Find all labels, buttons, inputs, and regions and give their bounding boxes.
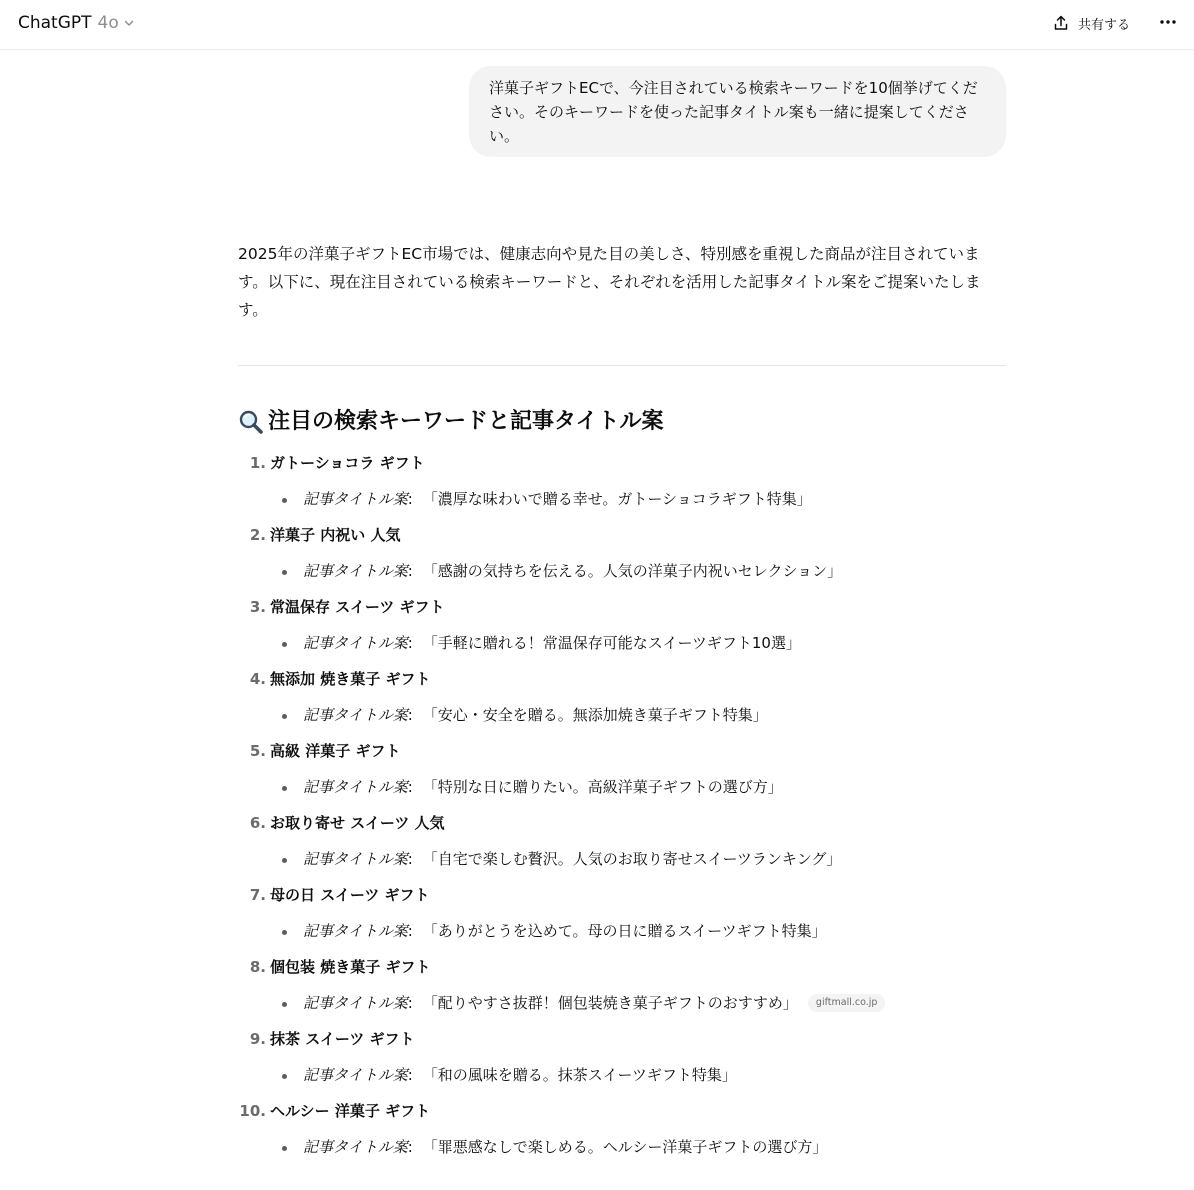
title-colon: : xyxy=(407,922,413,940)
title-suggestion xyxy=(303,631,801,655)
keyword-item xyxy=(238,523,1008,595)
title-label: 記事タイトル案 xyxy=(303,1138,408,1156)
title-label: 記事タイトル案 xyxy=(303,850,408,868)
chevron-down-icon xyxy=(123,17,135,29)
item-number: 2. xyxy=(249,526,266,544)
title-label: 記事タイトル案 xyxy=(303,994,408,1012)
item-number: 3. xyxy=(249,598,266,616)
keyword-item xyxy=(238,811,1008,883)
keyword-item xyxy=(238,883,1008,955)
keyword-text: 高級 洋菓子 ギフト xyxy=(270,742,401,760)
section-heading-text: 注目の検索キーワードと記事タイトル案 xyxy=(268,409,664,434)
title-colon: : xyxy=(407,1138,413,1156)
share-button[interactable] xyxy=(1052,10,1130,36)
share-icon xyxy=(1052,14,1070,32)
bullet-icon xyxy=(282,498,287,503)
item-number: 6. xyxy=(249,814,266,832)
share-label: 共有する xyxy=(1078,17,1131,33)
keyword-text: 母の日 スイーツ ギフト xyxy=(270,886,430,904)
title-label: 記事タイトル案 xyxy=(303,706,408,724)
title-label: 記事タイトル案 xyxy=(303,778,408,796)
bullet-icon xyxy=(282,786,287,791)
keyword-item xyxy=(238,955,1008,1027)
keyword-item xyxy=(238,1027,1008,1099)
item-number: 4. xyxy=(249,670,266,688)
bullet-icon xyxy=(282,858,287,863)
title-colon: : xyxy=(407,994,413,1012)
title-label: 記事タイトル案 xyxy=(303,634,408,652)
title-text: 「ありがとうを込めて。母の日に贈るスイーツギフト特集」 xyxy=(422,922,827,940)
more-options-icon[interactable] xyxy=(1158,14,1178,30)
keyword-text: 個包装 焼き菓子 ギフト xyxy=(270,958,431,976)
title-text: 「罪悪感なしで楽しめる。ヘルシー洋菓子ギフトの選び方」 xyxy=(422,1138,828,1156)
item-number: 10. xyxy=(239,1102,266,1120)
app-name: ChatGPT xyxy=(18,13,92,33)
keyword-item xyxy=(238,451,1008,523)
source-citation-pill[interactable]: giftmall.co.jp xyxy=(808,994,886,1012)
title-suggestion xyxy=(303,775,783,799)
title-text: 「安心・安全を贈る。無添加焼き菓子ギフト特集」 xyxy=(422,706,768,724)
bullet-icon xyxy=(282,930,287,935)
bullet-icon xyxy=(282,714,287,719)
bullet-icon xyxy=(282,570,287,575)
assistant-message xyxy=(238,240,1008,1156)
bullet-icon xyxy=(282,1074,287,1079)
title-colon: : xyxy=(407,778,413,796)
title-label: 記事タイトル案 xyxy=(303,490,408,508)
keyword-item xyxy=(238,739,1008,811)
keyword-item xyxy=(238,595,1008,667)
keyword-text: ヘルシー 洋菓子 ギフト xyxy=(270,1102,431,1120)
bullet-icon xyxy=(282,1146,287,1151)
title-text: 「配りやすさ抜群！個包装焼き菓子ギフトのおすすめ」 xyxy=(422,994,798,1012)
title-label: 記事タイトル案 xyxy=(303,922,408,940)
title-suggestion xyxy=(303,703,768,727)
title-suggestion xyxy=(303,1063,737,1087)
keyword-text: お取り寄せ スイーツ 人気 xyxy=(270,814,445,832)
keyword-list xyxy=(238,451,1008,1171)
title-text: 「和の風味を贈る。抹茶スイーツギフト特集」 xyxy=(422,1066,737,1084)
title-suggestion xyxy=(303,559,842,583)
title-suggestion xyxy=(303,1135,827,1159)
model-version: 4o xyxy=(97,13,119,33)
bullet-icon xyxy=(282,642,287,647)
title-text: 「特別な日に贈りたい。高級洋菓子ギフトの選び方」 xyxy=(422,778,783,796)
title-colon: : xyxy=(407,562,413,580)
section-heading xyxy=(238,405,664,439)
keyword-text: 抹茶 スイーツ ギフト xyxy=(270,1030,415,1048)
title-colon: : xyxy=(407,1066,413,1084)
title-suggestion xyxy=(303,919,827,943)
title-text: 「濃厚な味わいで贈る幸せ。ガトーショコラギフト特集」 xyxy=(422,490,812,508)
keyword-item xyxy=(238,667,1008,739)
keyword-text: ガトーショコラ ギフト xyxy=(270,454,425,472)
title-suggestion xyxy=(303,847,841,871)
title-text: 「感謝の気持ちを伝える。人気の洋菓子内祝いセレクション」 xyxy=(422,562,843,580)
bullet-icon xyxy=(282,1002,287,1007)
top-bar xyxy=(0,0,1194,50)
keyword-text: 常温保存 スイーツ ギフト xyxy=(270,598,445,616)
title-suggestion xyxy=(303,991,885,1015)
item-number: 5. xyxy=(249,742,266,760)
user-message-bubble: 洋菓子ギフトECで、今注目されている検索キーワードを10個挙げてください。そのキーワードを使った記事タイトル案も一緒に提案してください。 xyxy=(469,66,1006,157)
model-selector[interactable] xyxy=(18,12,135,34)
item-number: 7. xyxy=(249,886,266,904)
title-text: 「手軽に贈れる！常温保存可能なスイーツギフト10選」 xyxy=(422,634,801,652)
keyword-text: 洋菓子 内祝い 人気 xyxy=(270,526,401,544)
title-colon: : xyxy=(407,490,413,508)
title-colon: : xyxy=(407,850,413,868)
section-divider xyxy=(238,365,1006,366)
keyword-text: 無添加 焼き菓子 ギフト xyxy=(270,670,431,688)
item-number: 9. xyxy=(249,1030,266,1048)
title-label: 記事タイトル案 xyxy=(303,1066,408,1084)
title-colon: : xyxy=(407,706,413,724)
assistant-intro: 2025年の洋菓子ギフトEC市場では、健康志向や見た目の美しさ、特別感を重視した商品が注目されています。以下に、現在注目されている検索キーワードと、それぞれを活用した記事タイトル案をご提案いたします。 xyxy=(238,245,981,319)
item-number: 1. xyxy=(249,454,266,472)
title-text: 「自宅で楽しむ贅沢。人気のお取り寄せスイーツランキング」 xyxy=(422,850,842,868)
title-suggestion xyxy=(303,487,812,511)
title-colon: : xyxy=(407,634,413,652)
keyword-item xyxy=(238,1099,1008,1171)
magnifier-icon xyxy=(238,409,264,435)
title-label: 記事タイトル案 xyxy=(303,562,408,580)
item-number: 8. xyxy=(249,958,266,976)
